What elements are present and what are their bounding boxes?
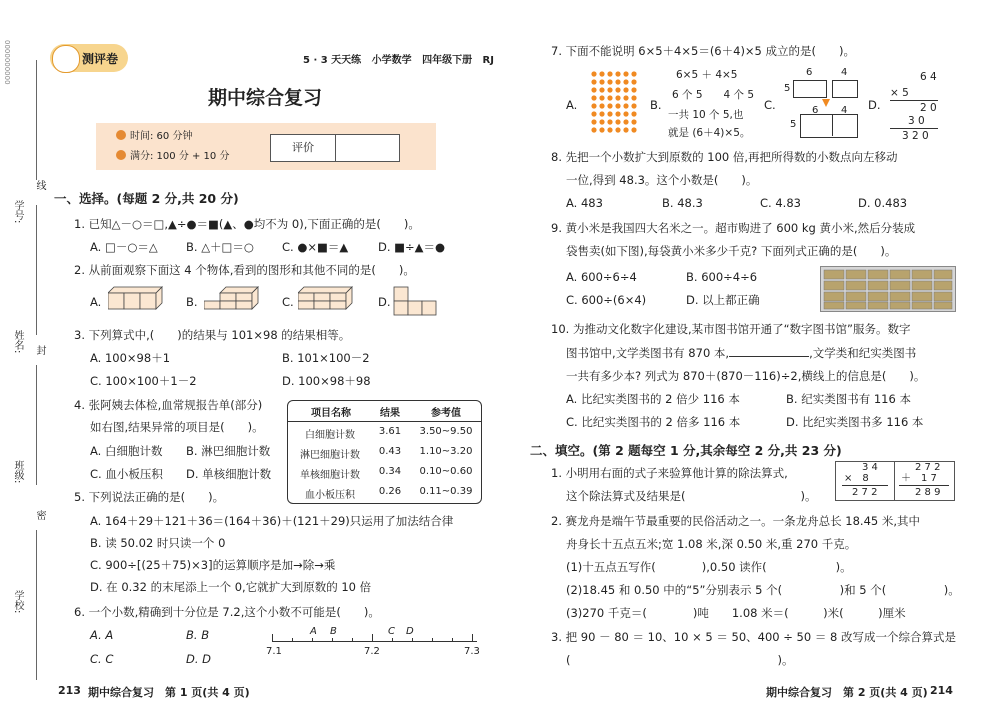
q7-b-line4: 就是 (6＋4)×5。 <box>668 127 751 139</box>
left-page-number: 213 <box>58 684 81 697</box>
table-header-cell: 项目名称 <box>311 408 351 419</box>
q7-stem: 7. 下面不能说明 6×5＋4×5＝(6＋4)×5 成立的是( )。 <box>551 44 856 58</box>
q3-stem: 3. 下列算式中,( )的结果与 101×98 的结果相等。 <box>74 328 351 342</box>
line-label: 线 <box>34 180 45 190</box>
q9-stem-1: 9. 黄小米是我国四大名米之一。超市购进了 600 kg 黄小米,然后分装成 <box>551 221 916 235</box>
school-label: 学校: <box>12 590 23 614</box>
q1-option-a[interactable]: A. □－○＝△ <box>90 240 158 254</box>
check-icon <box>116 150 126 160</box>
badge-label: 测评卷 <box>82 52 119 66</box>
q5-option-d[interactable]: D. 在 0.32 的末尾添上一个 0,它就扩大到原数的 10 倍 <box>90 580 372 594</box>
q10-stem-1: 10. 为推动文化数字化建设,某市图书馆开通了“数字图书馆”服务。数字 <box>551 322 911 336</box>
area-rect-top-left <box>793 80 827 98</box>
side-code: 0000000000 <box>3 40 11 85</box>
q7-option-a[interactable]: A. <box>566 98 578 112</box>
q8-option-b[interactable]: B. 48.3 <box>662 196 703 210</box>
f1-stem-1: 1. 小明用右面的式子来验算他计算的除法算式, <box>551 466 788 480</box>
calc2-line: 2 8 9 <box>915 487 941 498</box>
number-line-tick <box>352 638 353 642</box>
q6-option-a[interactable]: A. A <box>90 628 114 642</box>
left-page-footer: 期中综合复习 第 1 页(共 4 页) <box>88 686 250 699</box>
header-series <box>303 54 494 68</box>
q5-stem: 5. 下列说法正确的是( )。 <box>74 490 225 504</box>
q6-option-b[interactable]: B. B <box>186 628 210 642</box>
cube-figure-b <box>204 285 260 313</box>
section2-title: 二、填空。(第 2 题每空 1 分,其余每空 2 分,共 23 分) <box>530 443 842 458</box>
page-title: 期中综合复习 <box>208 87 323 109</box>
q6-option-c[interactable]: C. C <box>90 652 114 666</box>
q7-d-num: 2 0 <box>920 102 937 114</box>
q7-option-b[interactable]: B. <box>650 98 662 112</box>
q7-c-num: 6 <box>812 105 819 116</box>
q6-option-d[interactable]: D. D <box>186 652 212 666</box>
score-text: 满分: 100 分 + 10 分 <box>130 151 230 162</box>
q10-stem-2 <box>566 346 916 360</box>
student-avatar-icon <box>52 45 80 73</box>
q10-option-d[interactable]: D. 比纪实类图书多 116 本 <box>786 415 924 429</box>
q4-stem-1: 4. 张阿姨去体检,血常规报告单(部分) <box>74 398 263 412</box>
table-cell: 1.10~3.20 <box>419 446 473 457</box>
q9-option-d[interactable]: D. 以上都正确 <box>686 293 760 307</box>
q10-stem-2a: 图书馆中,文学类图书有 870 本, <box>566 346 730 360</box>
f3-stem-2: ( )。 <box>566 653 794 667</box>
dense-label: 密 <box>34 510 45 520</box>
score-info <box>116 150 229 164</box>
number-line-label-c: C <box>388 626 395 637</box>
f2-line-1: (1)十五点五写作( ),0.50 读作( )。 <box>566 560 852 574</box>
f2-line-2: (2)18.45 和 0.50 中的“5”分别表示 5 个( )和 5 个( )。 <box>566 583 960 597</box>
q8-option-d[interactable]: D. 0.483 <box>858 196 908 210</box>
q6-stem: 6. 一个小数,精确到十分位是 7.2,这个小数不可能是( )。 <box>74 605 380 619</box>
area-rect-divider <box>832 114 833 136</box>
table-header-cell: 参考值 <box>431 408 461 419</box>
q7-c-num: 5 <box>790 119 797 130</box>
q9-stem-2: 袋售卖(如下图),每袋黄小米多少千克? 下面列式正确的是( )。 <box>566 244 897 258</box>
q1-option-c[interactable]: C. ●×■＝▲ <box>282 240 349 254</box>
blood-report-table <box>287 400 482 504</box>
f3-stem-1: 3. 把 90 － 80 ＝ 10、10 × 5 ＝ 50、400 ÷ 50 ＝ 8 改写成一个综合算式是 <box>551 630 956 644</box>
calc-rule <box>899 485 949 486</box>
q4-stem-2: 如右图,结果异常的项目是( )。 <box>90 420 264 434</box>
number-line-tick <box>372 634 373 642</box>
f2-stem-2: 舟身长十五点五米;宽 1.08 米,深 0.50 米,重 270 千克。 <box>566 537 857 551</box>
q7-b-line3: 一共 10 个 5,也 <box>668 109 744 121</box>
calc2-line: ＋ 1 7 <box>901 473 937 484</box>
binding-line-3 <box>36 365 37 485</box>
table-cell: 0.10~0.60 <box>419 466 473 477</box>
area-rect-bottom <box>800 114 858 138</box>
q2-option-b[interactable]: B. <box>186 295 198 309</box>
table-cell: 单核细胞计数 <box>300 470 360 481</box>
q3-option-d[interactable]: D. 100×98＋98 <box>282 374 371 388</box>
q2-stem: 2. 从前面观察下面这 4 个物体,看到的图形和其他不同的是( )。 <box>74 263 415 277</box>
table-cell: 3.61 <box>378 426 402 437</box>
table-header <box>288 401 481 422</box>
name-label: 姓名: <box>12 330 23 354</box>
q4-option-b[interactable]: B. 淋巴细胞计数 <box>186 444 271 458</box>
q9-option-c[interactable]: C. 600÷(6×4) <box>566 293 647 307</box>
table-cell: 0.26 <box>378 486 402 497</box>
q10-stem-2b: ,文学类和纪实类图书 <box>809 346 917 360</box>
dot-array-figure <box>590 70 640 140</box>
binding-line-4 <box>36 530 37 680</box>
number-line-tick <box>432 638 433 642</box>
q7-c-num: 4 <box>841 67 848 78</box>
subject: 小学数学 <box>371 55 412 66</box>
number-line-tick <box>272 634 273 642</box>
right-page-footer: 期中综合复习 第 2 页(共 4 页) <box>766 686 928 699</box>
number-line-tick-label: 7.2 <box>364 646 380 657</box>
q10-option-a[interactable]: A. 比纪实类图书的 2 倍少 116 本 <box>566 392 740 406</box>
f2-stem-1: 2. 赛龙舟是端午节最重要的民俗活动之一。一条龙舟总长 18.45 米,其中 <box>551 514 921 528</box>
table-cell: 0.43 <box>378 446 402 457</box>
q7-option-d[interactable]: D. <box>868 98 881 112</box>
verify-calc-divider <box>894 461 895 501</box>
calc2-line: 2 7 2 <box>915 462 941 473</box>
edition: RJ <box>482 55 494 66</box>
series-name: 5 · 3 天天练 <box>303 55 362 66</box>
eval-box <box>270 134 400 162</box>
calc1-line: 3 4 <box>862 462 878 473</box>
down-arrow-icon <box>822 99 830 107</box>
q7-c-num: 4 <box>841 105 848 116</box>
q7-c-num: 6 <box>806 67 813 78</box>
q8-stem-1: 8. 先把一个小数扩大到原数的 100 倍,再把所得数的小数点向左移动 <box>551 150 898 164</box>
table-row <box>288 423 481 443</box>
q2-option-d[interactable]: D. <box>378 295 391 309</box>
number-line-tick-label: 7.1 <box>266 646 282 657</box>
q3-option-b[interactable]: B. 101×100－2 <box>282 351 370 365</box>
number-line <box>272 641 477 642</box>
q8-stem-2: 一位,得到 48.3。这个小数是( )。 <box>566 173 758 187</box>
q1-stem: 1. 已知△－○＝□,▲÷●＝■(▲、●均不为 0),下面正确的是( )。 <box>74 217 420 231</box>
time-info <box>116 130 192 144</box>
table-cell: 0.34 <box>378 466 402 477</box>
q9-option-b[interactable]: B. 600÷4÷6 <box>686 270 758 284</box>
cube-figure-d <box>392 285 440 319</box>
test-badge <box>50 44 128 72</box>
q9-option-a[interactable]: A. 600÷6÷4 <box>566 270 637 284</box>
number-line-tick <box>472 634 473 642</box>
table-cell: 白细胞计数 <box>305 430 355 441</box>
q5-option-c[interactable]: C. 900÷[(25＋75)×3]的运算顺序是加→除→乘 <box>90 558 336 572</box>
table-cell: 0.11~0.39 <box>419 486 473 497</box>
number-line-tick-label: 7.3 <box>464 646 480 657</box>
grade: 四年级下册 <box>422 55 473 66</box>
table-cell: 血小板压积 <box>305 490 355 501</box>
table-cell: 3.50~9.50 <box>419 426 473 437</box>
binding-line-2 <box>36 205 37 335</box>
number-line-tick <box>452 638 453 642</box>
right-page-number: 214 <box>930 684 953 697</box>
q8-option-c[interactable]: C. 4.83 <box>760 196 801 210</box>
id-label: 学号: <box>12 200 23 224</box>
q10-stem-3: 一共有多少本? 列式为 870＋(870－116)÷2,横线上的信息是( )。 <box>566 369 926 383</box>
number-line-label-b: B <box>330 626 337 637</box>
class-label: 班级: <box>12 460 23 484</box>
f1-stem-2: 这个除法算式及结果是( )。 <box>566 489 817 503</box>
table-row <box>288 483 481 503</box>
q1-option-b[interactable]: B. △＋□＝○ <box>186 240 254 254</box>
q3-option-c[interactable]: C. 100×100＋1－2 <box>90 374 197 388</box>
q5-option-b[interactable]: B. 读 50.02 时只读一个 0 <box>90 536 226 550</box>
calc1-line: 2 7 2 <box>852 487 878 498</box>
binding-line-1 <box>36 60 37 180</box>
q4-option-d[interactable]: D. 单核细胞计数 <box>186 467 272 481</box>
q10-blank-line <box>729 356 809 357</box>
table-cell: 淋巴细胞计数 <box>300 450 360 461</box>
q7-d-num: × 5 <box>890 87 909 99</box>
rice-bags-shelf <box>820 266 956 312</box>
q7-d-num: 3 2 0 <box>902 130 929 142</box>
cube-figure-c <box>298 285 354 313</box>
number-line-label-d: D <box>406 626 414 637</box>
number-line-tick <box>292 638 293 642</box>
section1-title: 一、选择。(每题 2 分,共 20 分) <box>54 191 239 206</box>
q10-option-b[interactable]: B. 纪实类图书有 116 本 <box>786 392 911 406</box>
f2-line-3: (3)270 千克＝( )吨 1.08 米＝( )米( )厘米 <box>566 606 906 620</box>
q3-option-a[interactable]: A. 100×98＋1 <box>90 351 171 365</box>
q2-option-a[interactable]: A. <box>90 295 102 309</box>
number-line-label-a: A <box>310 626 317 637</box>
area-rect-top-right <box>832 80 858 98</box>
q5-option-a[interactable]: A. 164＋29＋121＋36＝(164＋36)＋(121＋29)只运用了加法结合律 <box>90 514 454 528</box>
calc-rule <box>842 485 888 486</box>
table-row <box>288 443 481 463</box>
q8-option-a[interactable]: A. 483 <box>566 196 603 210</box>
q4-option-a[interactable]: A. 白细胞计数 <box>90 444 163 458</box>
calc1-line: × 8 <box>844 473 869 484</box>
q1-option-d[interactable]: D. ■÷▲＝● <box>378 240 446 254</box>
eval-label: 评价 <box>271 135 336 161</box>
q4-option-c[interactable]: C. 血小板压积 <box>90 467 163 481</box>
q10-option-c[interactable]: C. 比纪实类图书的 2 倍多 116 本 <box>566 415 741 429</box>
q7-c-num: 5 <box>784 83 791 94</box>
table-header-cell: 结果 <box>380 408 400 419</box>
q7-option-c[interactable]: C. <box>764 98 776 112</box>
time-text: 时间: 60 分钟 <box>130 131 193 142</box>
table-row <box>288 463 481 483</box>
q7-b-line1: 6×5 ＋ 4×5 <box>676 69 738 81</box>
seal-label: 封 <box>34 345 45 355</box>
clock-icon <box>116 130 126 140</box>
q7-d-num: 3 0 <box>908 115 925 127</box>
q7-d-num: 6 4 <box>920 71 937 83</box>
q2-option-c[interactable]: C. <box>282 295 294 309</box>
q7-b-line2: 6 个 5 4 个 5 <box>672 89 755 101</box>
cube-figure-a <box>108 285 164 313</box>
